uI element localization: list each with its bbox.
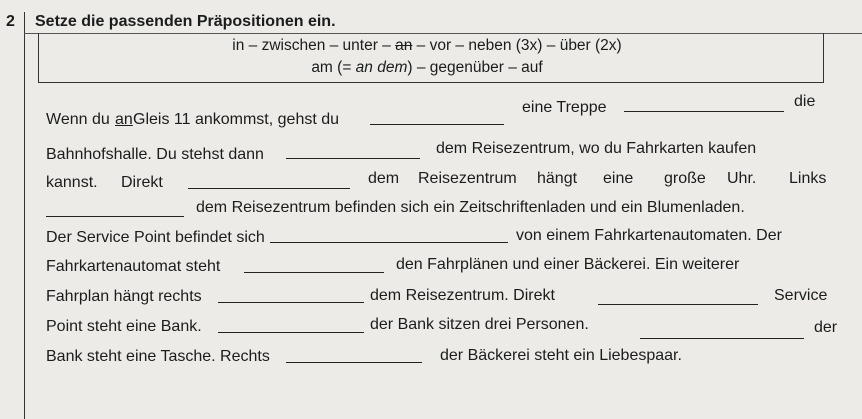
text-segment: den Fahrplänen und einer Bäckerei. Ein weiterer	[396, 256, 740, 273]
answer-blank-4[interactable]	[188, 188, 350, 189]
text-segment: Reisezentrum	[418, 170, 517, 187]
answer-blank-6[interactable]	[270, 242, 508, 243]
answer-blank-5[interactable]	[46, 216, 184, 217]
text-segment: große	[664, 170, 706, 187]
text-segment: dem	[368, 170, 400, 187]
answer-blank-9[interactable]	[598, 304, 758, 305]
exercise-number: 2	[6, 13, 15, 30]
text-segment: Links	[789, 170, 827, 187]
answer-blank-12[interactable]	[286, 362, 422, 363]
text-segment: der Bank sitzen drei Personen.	[370, 316, 589, 333]
text-segment: Uhr.	[727, 170, 757, 187]
word-bank-text: – vor – neben (3x) – über (2x)	[412, 37, 622, 54]
filled-answer-example: an	[115, 111, 133, 128]
text-segment: Bahnhofshalle. Du stehst dann	[46, 146, 264, 163]
text-segment: dem Reisezentrum befinden sich ein Zeitschriftenladen und ein Blumenladen.	[196, 199, 745, 216]
text-segment: Wenn du	[46, 111, 110, 128]
text-segment: der	[814, 319, 838, 336]
text-segment: Der Service Point befindet sich	[46, 229, 265, 246]
text-segment: Direkt	[121, 174, 163, 191]
exercise-title: Setze die passenden Präpositionen ein.	[35, 13, 336, 30]
text-segment: dem Reisezentrum. Direkt	[370, 287, 555, 304]
text-segment: Fahrkartenautomat steht	[46, 258, 221, 275]
word-bank-text: in – zwischen – unter –	[232, 37, 396, 54]
answer-blank-2[interactable]	[624, 111, 784, 112]
word-bank-box	[38, 33, 824, 83]
answer-blank-7[interactable]	[244, 272, 384, 273]
text-segment: Point steht eine Bank.	[46, 318, 202, 335]
text-segment: eine	[603, 170, 634, 187]
word-bank-line-1	[35, 37, 819, 55]
answer-blank-11[interactable]	[640, 338, 804, 339]
word-bank-text: am (=	[311, 59, 356, 76]
text-segment: die	[794, 93, 816, 110]
word-bank-line-2	[35, 59, 819, 77]
answer-blank-3[interactable]	[286, 158, 420, 159]
left-margin-rule	[24, 12, 25, 419]
word-bank-italic-text: an dem	[355, 59, 408, 76]
text-segment: Gleis 11 ankommst, gehst du	[133, 111, 340, 128]
text-segment: Service	[774, 287, 828, 304]
text-segment: der Bäckerei steht ein Liebespaar.	[440, 347, 682, 364]
text-segment: Fahrplan hängt rechts	[46, 288, 202, 305]
answer-blank-10[interactable]	[218, 332, 364, 333]
answer-blank-1[interactable]	[370, 124, 504, 125]
text-segment: von einem Fahrkartenautomaten. Der	[516, 227, 782, 244]
text-segment: hängt	[537, 170, 578, 187]
text-segment: Bank steht eine Tasche. Rechts	[46, 348, 270, 365]
text-segment: dem Reisezentrum, wo du Fahrkarten kaufen	[436, 140, 757, 157]
word-bank-text: ) – gegenüber – auf	[407, 59, 543, 76]
struck-word: an	[395, 37, 413, 54]
answer-blank-8[interactable]	[218, 302, 364, 303]
text-segment: kannst.	[46, 174, 98, 191]
text-segment: eine Treppe	[522, 99, 607, 116]
